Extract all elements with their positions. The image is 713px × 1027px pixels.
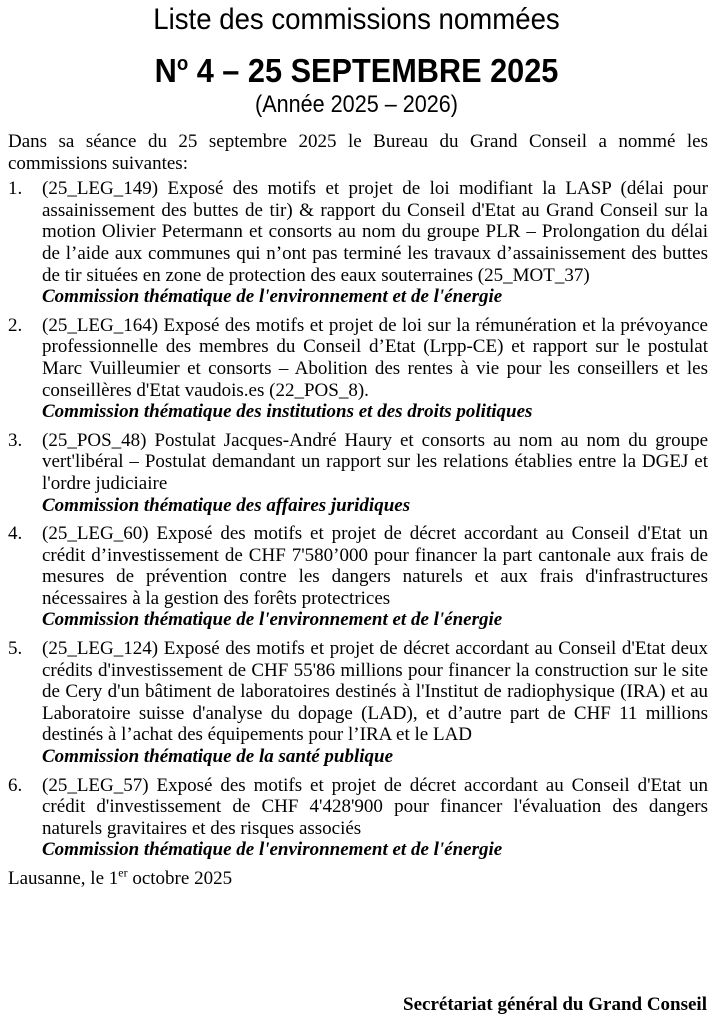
number-rest: 4 – 25 SEPTEMBRE 2025 — [188, 52, 559, 89]
place-date — [8, 865, 708, 890]
item-number: 2. — [8, 314, 23, 336]
year-range: (Année 2025 – 2026) — [255, 91, 458, 118]
document-number-date — [25, 44, 688, 91]
intro-paragraph: Dans sa séance du 25 septembre 2025 le Bureau du Grand Conseil a nommé les commissions suivantes: — [8, 131, 708, 174]
item-commission: Commission thématique des institutions et des droits politiques — [42, 401, 533, 423]
list-item — [8, 775, 708, 861]
item-commission: Commission thématique de l'environnement et de l'énergie — [42, 286, 503, 308]
item-description: (25_LEG_60) Exposé des motifs et projet de décret accordant au Conseil d'Etat un crédit d’investissement de CHF 7'580’000 pour financer la part cantonale aux frais de mesures de prévention contre les dangers naturels et aux frais d'infrastructures nécessaires à la gestion des forêts protectrices — [42, 523, 708, 609]
commission-list — [8, 178, 708, 861]
document-body — [8, 131, 708, 890]
item-description: (25_LEG_57) Exposé des motifs et projet de décret accordant au Conseil d'Etat un crédit d'investissement de CHF 4'428'900 pour financer l'évaluation des dangers naturels gravitaires et des risques associés — [42, 774, 708, 839]
item-commission: Commission thématique de l'environnement et de l'énergie — [42, 609, 503, 631]
item-description: (25_LEG_149) Exposé des motifs et projet de loi modifiant la LASP (délai pour assainissement des buttes de tir) & rapport du Conseil d'Etat au Grand Conseil sur la motion Olivier Petermann et consorts au nom du groupe PLR – Prolongation du délai de l’aide aux communes qui n’ont pas terminé les travaux d’assainissement des buttes de tir situées en zone de protection des eaux souterraines (25_MOT_37) — [42, 178, 708, 286]
item-description: (25_LEG_124) Exposé des motifs et projet de décret accordant au Conseil d'Etat deux crédits d'investissement de CHF 55'86 millions pour financer la construction sur le site de Cery d'un bâtiment de laboratoires destinés à l'Institut de radiophysique (IRA) et au Laboratoire suisse d'analyse du dopage (LAD), et d’autre part de CHF 11 millions destinés à l’achat des équipements pour l’IRA et le LAD — [42, 638, 708, 746]
list-item — [8, 638, 708, 768]
item-number: 4. — [8, 523, 23, 545]
number-sup: o — [176, 53, 189, 75]
item-number: 1. — [8, 178, 23, 200]
list-item — [8, 430, 708, 516]
item-commission: Commission thématique de l'environnement et de l'énergie — [42, 839, 503, 861]
place-suffix: octobre 2025 — [127, 868, 233, 889]
place-prefix: Lausanne, le 1 — [8, 868, 119, 889]
place-sup: er — [118, 865, 128, 880]
signature: Secrétariat général du Grand Conseil — [403, 994, 707, 1015]
item-description: (25_POS_48) Postulat Jacques-André Haury et consorts au nom au nom du groupe vert'libéral – Postulat demandant un rapport sur les relations établies entre la DGEJ et l'ordre judiciaire — [42, 429, 708, 494]
list-item — [8, 523, 708, 631]
item-number: 6. — [8, 774, 23, 796]
item-description: (25_LEG_164) Exposé des motifs et projet de loi sur la rémunération et la prévoyance professionnelle des membres du Conseil d’Etat (Lrpp-CE) et rapport sur le postulat Marc Vuilleumier et consorts – Abolition des rentes à vie pour les conseillers et les conseillères d'Etat vaudois.es (22_POS_8). — [42, 314, 708, 401]
list-item — [8, 178, 708, 308]
item-number: 5. — [8, 638, 23, 660]
number-prefix: N — [154, 52, 177, 89]
list-item — [8, 315, 708, 423]
document-title: Liste des commissions nommées — [153, 3, 560, 36]
item-commission: Commission thématique de la santé publique — [42, 746, 394, 768]
item-commission: Commission thématique des affaires juridiques — [42, 494, 411, 516]
item-number: 3. — [8, 429, 23, 451]
